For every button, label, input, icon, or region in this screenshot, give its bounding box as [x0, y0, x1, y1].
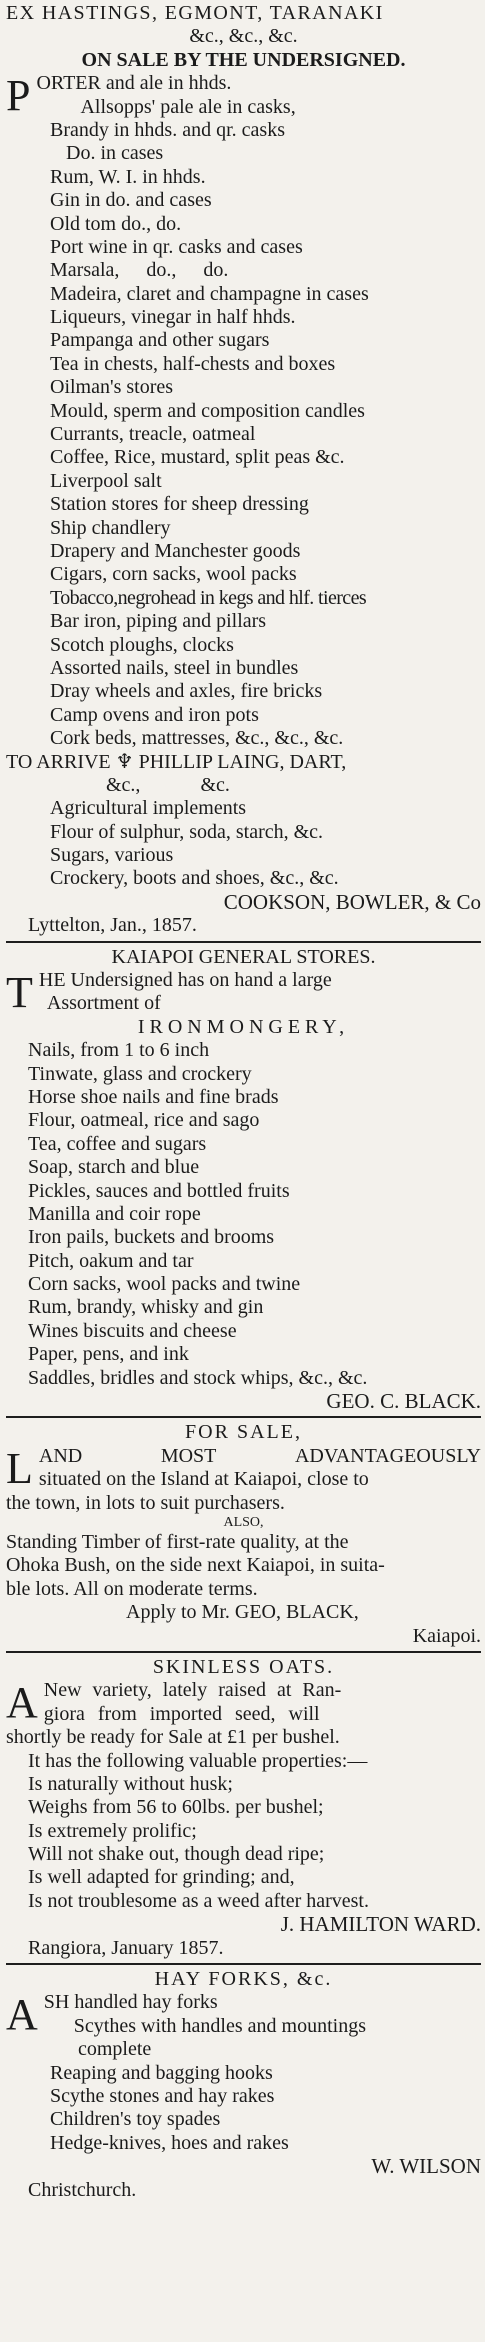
- list-item: Agricultural implements: [50, 797, 247, 820]
- list-item: Liverpool salt: [50, 469, 162, 492]
- ad1-second-line: Allsopps' pale ale in casks,: [80, 95, 296, 118]
- ad1-header: EX HASTINGS, EGMONT, TARANAKI: [6, 2, 384, 24]
- list-item: Rum, W. I. in hhds.: [50, 165, 206, 188]
- list-item: Is naturally without husk;: [28, 1772, 233, 1795]
- list-item: Mould, sperm and composition candles: [50, 399, 365, 422]
- ad2-category: IRONMONGERY,: [137, 1015, 350, 1038]
- list-item: Sugars, various: [50, 844, 174, 867]
- list-item: Hedge-knives, hoes and rakes: [50, 2131, 289, 2154]
- list-item: Scythes with handles and mountings: [73, 2014, 366, 2037]
- ad4-heading: SKINLESS OATS.: [152, 1655, 335, 1678]
- ad3-line6: ble lots. All on moderate terms.: [6, 1577, 258, 1600]
- ad1-first-line: ORTER and ale in hhds.: [36, 72, 232, 95]
- ad5-dropcap: A: [6, 1990, 38, 2040]
- ad3-also: ALSO,: [223, 1515, 264, 1530]
- ad1-signature: COOKSON, BOWLER, & Co: [223, 890, 481, 914]
- ad1-arrive: TO ARRIVE ♆ PHILLIP LAING, DART,: [6, 750, 347, 773]
- list-item: Children's toy spades: [50, 2108, 221, 2131]
- list-item: Tea in chests, half-chests and boxes: [50, 352, 336, 375]
- list-item: Drapery and Manchester goods: [50, 539, 301, 562]
- list-item: Weighs from 56 to 60lbs. per bushel;: [28, 1796, 324, 1819]
- list-item: Pampanga and other sugars: [50, 329, 270, 352]
- ad3-place: Kaiapoi.: [412, 1624, 481, 1647]
- ad4-signature: J. HAMILTON WARD.: [280, 1913, 481, 1937]
- list-item: Iron pails, buckets and brooms: [28, 1226, 275, 1249]
- ad1-dropcap: P: [6, 71, 31, 121]
- list-item: Manilla and coir rope: [28, 1202, 201, 1225]
- list-item: complete: [78, 2038, 152, 2061]
- list-item: Do. in cases: [66, 142, 164, 165]
- ad4-line3: shortly be ready for Sale at £1 per bushel.: [6, 1726, 340, 1749]
- ad2-dropcap: T: [6, 968, 33, 1018]
- ad2-intro-line1: HE Undersigned has on hand a large: [38, 969, 332, 992]
- list-item: Scotch ploughs, clocks: [50, 633, 234, 656]
- divider: [6, 1651, 481, 1653]
- list-item: Liqueurs, vinegar in half hhds.: [50, 306, 296, 329]
- list-item: Station stores for sheep dressing: [50, 493, 309, 516]
- ad2-heading: KAIAPOI GENERAL STORES.: [111, 945, 376, 968]
- list-item: Pitch, oakum and tar: [28, 1249, 194, 1272]
- list-item: Soap, starch and blue: [28, 1156, 200, 1179]
- ad5-place: Christchurch.: [28, 2178, 137, 2201]
- advert-skinless-oats: [6, 1656, 481, 1960]
- list-item: Coffee, Rice, mustard, split peas &c.: [50, 446, 345, 469]
- ad2-intro: [6, 969, 481, 1016]
- ad1-onsale: ON SALE BY THE UNDERSIGNED.: [81, 48, 406, 71]
- divider: [6, 941, 481, 943]
- ad3-line5: Ohoka Bush, on the side next Kaiapoi, in suita-: [6, 1554, 385, 1577]
- list-item: Port wine in qr. casks and cases: [50, 235, 303, 258]
- list-item: Reaping and bagging hooks: [50, 2061, 273, 2084]
- ad3-apply: Apply to Mr. GEO, BLACK,: [126, 1601, 359, 1624]
- ad3-intro: [6, 1445, 481, 1492]
- ad1-intro: [6, 72, 481, 119]
- list-item: Camp ovens and iron pots: [50, 703, 259, 726]
- list-item: Cork beds, mattresses, &c., &c., &c.: [50, 727, 344, 750]
- list-item: Assorted nails, steel in bundles: [50, 656, 299, 679]
- ad4-line2: giora from imported seed, will: [43, 1702, 320, 1725]
- list-item: Wines biscuits and cheese: [28, 1319, 237, 1342]
- list-item: Nails, from 1 to 6 inch: [28, 1039, 210, 1062]
- ad1-arrive-sub: &c., &c.: [106, 773, 230, 796]
- list-item: Horse shoe nails and fine brads: [28, 1085, 279, 1108]
- list-item: Old tom do., do.: [50, 212, 182, 235]
- list-item: Ship chandlery: [50, 516, 171, 539]
- advert-for-sale-land: [6, 1421, 481, 1648]
- ad4-intro: [6, 1679, 481, 1726]
- advert-cookson-bowler: [6, 2, 481, 938]
- list-item: Saddles, bridles and stock whips, &c., &c.: [28, 1366, 368, 1389]
- list-item: Bar iron, piping and pillars: [50, 610, 267, 633]
- list-item: Flour of sulphur, soda, starch, &c.: [50, 820, 324, 843]
- list-item: Tinwate, glass and crockery: [28, 1062, 252, 1085]
- ad5-signature: W. WILSON: [371, 2155, 481, 2179]
- list-item: Pickles, sauces and bottled fruits: [28, 1179, 290, 1202]
- ad4-line1: New variety, lately raised at Ran-: [43, 1679, 342, 1702]
- ad5-heading: HAY FORKS, &c.: [154, 1968, 333, 1991]
- list-item: Rum, brandy, whisky and gin: [28, 1296, 264, 1319]
- list-item: Is extremely prolific;: [28, 1819, 197, 1842]
- list-item: Is not troublesome as a weed after harvest.: [28, 1889, 369, 1912]
- list-item: Tea, coffee and sugars: [28, 1132, 207, 1155]
- advert-kaiapoi-stores: [6, 946, 481, 1414]
- ad4-properties: [6, 1750, 481, 1914]
- list-item: Flour, oatmeal, rice and sago: [28, 1109, 260, 1132]
- newspaper-column: [0, 2, 485, 2342]
- list-item: Madeira, claret and champagne in cases: [50, 282, 369, 305]
- ad5-line1: SH handled hay forks: [43, 1991, 218, 2014]
- ad3-line2: situated on the Island at Kaiapoi, close to: [38, 1468, 369, 1491]
- ad2-intro-line2: Assortment of: [46, 992, 161, 1015]
- list-item: Marsala, do., do.: [50, 259, 229, 282]
- ad1-item-list: [6, 119, 481, 751]
- ad5-intro: [6, 1991, 481, 2038]
- divider: [6, 1963, 481, 1965]
- list-item: Brandy in hhds. and qr. casks: [50, 118, 285, 141]
- divider: [6, 1416, 481, 1418]
- ad2-signature: GEO. C. BLACK.: [326, 1390, 481, 1414]
- ad3-line4: Standing Timber of first-rate quality, at the: [6, 1531, 349, 1553]
- list-item: Oilman's stores: [50, 376, 174, 399]
- ad4-dropcap: A: [6, 1678, 38, 1728]
- ad4-place-date: Rangiora, January 1857.: [28, 1936, 224, 1959]
- list-item: Dray wheels and axles, fire bricks: [50, 680, 323, 703]
- ad1-place-date: Lyttelton, Jan., 1857.: [28, 914, 197, 937]
- list-item: Tobacco,negrohead in kegs and hlf. tierces: [50, 586, 367, 609]
- list-item: Crockery, boots and shoes, &c., &c.: [50, 867, 339, 890]
- list-item: Cigars, corn sacks, wool packs: [50, 563, 297, 586]
- ad3-line1: AND MOST ADVANTAGEOUSLY: [38, 1444, 481, 1467]
- list-item: Gin in do. and cases: [50, 189, 212, 212]
- advert-hay-forks: [6, 1968, 481, 2202]
- list-item: It has the following valuable properties:—: [28, 1749, 368, 1772]
- list-item: Paper, pens, and ink: [28, 1343, 189, 1366]
- ad2-item-list: [6, 1039, 481, 1390]
- list-item: Is well adapted for grinding; and,: [28, 1866, 295, 1889]
- ad1-header-sub: &c., &c., &c.: [189, 25, 298, 48]
- ad3-line3: the town, in lots to suit purchasers.: [6, 1491, 285, 1514]
- ad3-dropcap: L: [6, 1443, 33, 1493]
- list-item: Corn sacks, wool packs and twine: [28, 1273, 301, 1296]
- list-item: Currants, treacle, oatmeal: [50, 423, 256, 446]
- list-item: Scythe stones and hay rakes: [50, 2084, 275, 2107]
- ad3-heading: FOR SALE,: [185, 1421, 302, 1444]
- list-item: Will not shake out, though dead ripe;: [28, 1843, 325, 1866]
